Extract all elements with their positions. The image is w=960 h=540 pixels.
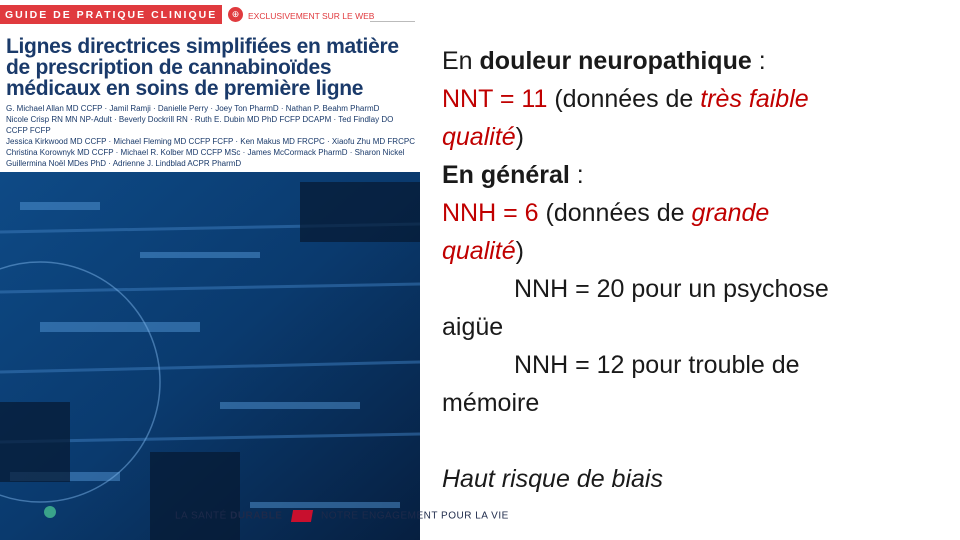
text-run: :	[569, 161, 584, 189]
article-title: Lignes directrices simplifiées en matière de prescription de cannabinoïdes médicaux en soins de première ligne	[6, 35, 399, 100]
footer-right-text: NOTRE ENGAGEMENT POUR LA VIE	[321, 510, 509, 522]
nnt-quality: très faible	[700, 85, 809, 113]
author-list	[6, 103, 416, 169]
footer-left-text: LA SANTÉ	[175, 510, 227, 522]
nnh-quality: grande	[691, 199, 770, 227]
memory-line-cont: mémoire	[442, 389, 540, 417]
main-text	[442, 42, 942, 498]
nnt-value: NNT = 11	[442, 85, 548, 113]
web-globe-icon: ⊕	[228, 7, 243, 22]
nnh-value: NNH = 6	[442, 199, 539, 227]
text-run: (données de	[547, 85, 701, 113]
text-run: (données de	[538, 199, 692, 227]
cover-artwork	[0, 172, 420, 540]
footer-bold-text: DURABLE	[230, 510, 283, 522]
neuropathic-label: douleur neuropathique	[479, 47, 752, 75]
author-line: G. Michael Allan MD CCFP · Jamil Ramji · Danielle Perry · Joey Ton PharmD · Nathan P. Beahm PharmD	[6, 104, 380, 113]
general-heading	[442, 156, 942, 194]
nnt-line-cont	[442, 118, 942, 156]
nnh-line	[442, 194, 942, 232]
footer-brand	[175, 510, 509, 528]
author-line: Christina Korownyk MD CCFP · Michael R. Kolber MD CCFP MSc · James McCormack PharmD · Sharon Nickel	[6, 148, 405, 157]
memory-line: NNH = 12 pour trouble de	[514, 351, 800, 379]
nnt-quality-cont: qualité	[442, 123, 516, 151]
psychosis-line-cont: aigüe	[442, 313, 504, 341]
author-line: Guillermina Noël MDes PhD · Adrienne J. Lindblad ACPR PharmD	[6, 159, 242, 168]
text-run: )	[515, 123, 524, 151]
guide-label: GUIDE DE PRATIQUE CLINIQUE	[5, 9, 218, 21]
psychosis-line: NNH = 20 pour un psychose	[514, 275, 829, 303]
text-run: )	[515, 237, 524, 265]
general-label: En général	[442, 161, 570, 189]
text-run: En	[442, 47, 480, 75]
brand-mark-icon	[291, 510, 313, 522]
guideline-cover	[0, 0, 420, 540]
spacer	[442, 422, 942, 460]
guide-banner	[0, 5, 222, 24]
nnt-line	[442, 80, 942, 118]
neuropathic-heading	[442, 42, 942, 80]
web-exclusive-label: EXCLUSIVEMENT SUR LE WEB	[248, 11, 375, 21]
nnh-quality-cont: qualité	[442, 237, 516, 265]
author-line: Nicole Crisp RN MN NP-Adult · Beverly Dockrill RN · Ruth E. Dubin MD PhD FCFP DCAPM · Ted Findlay DO CCFP FCFP	[6, 115, 394, 135]
nnh-line-cont	[442, 232, 942, 270]
bias-note	[442, 460, 942, 498]
author-line: Jessica Kirkwood MD CCFP · Michael Fleming MD CCFP FCFP · Ken Makus MD FRCPC · Xiaofu Zhu MD FRCPC	[6, 137, 415, 146]
bias-text: Haut risque de biais	[442, 465, 663, 493]
text-run: :	[751, 47, 766, 75]
header-rule	[370, 21, 415, 22]
